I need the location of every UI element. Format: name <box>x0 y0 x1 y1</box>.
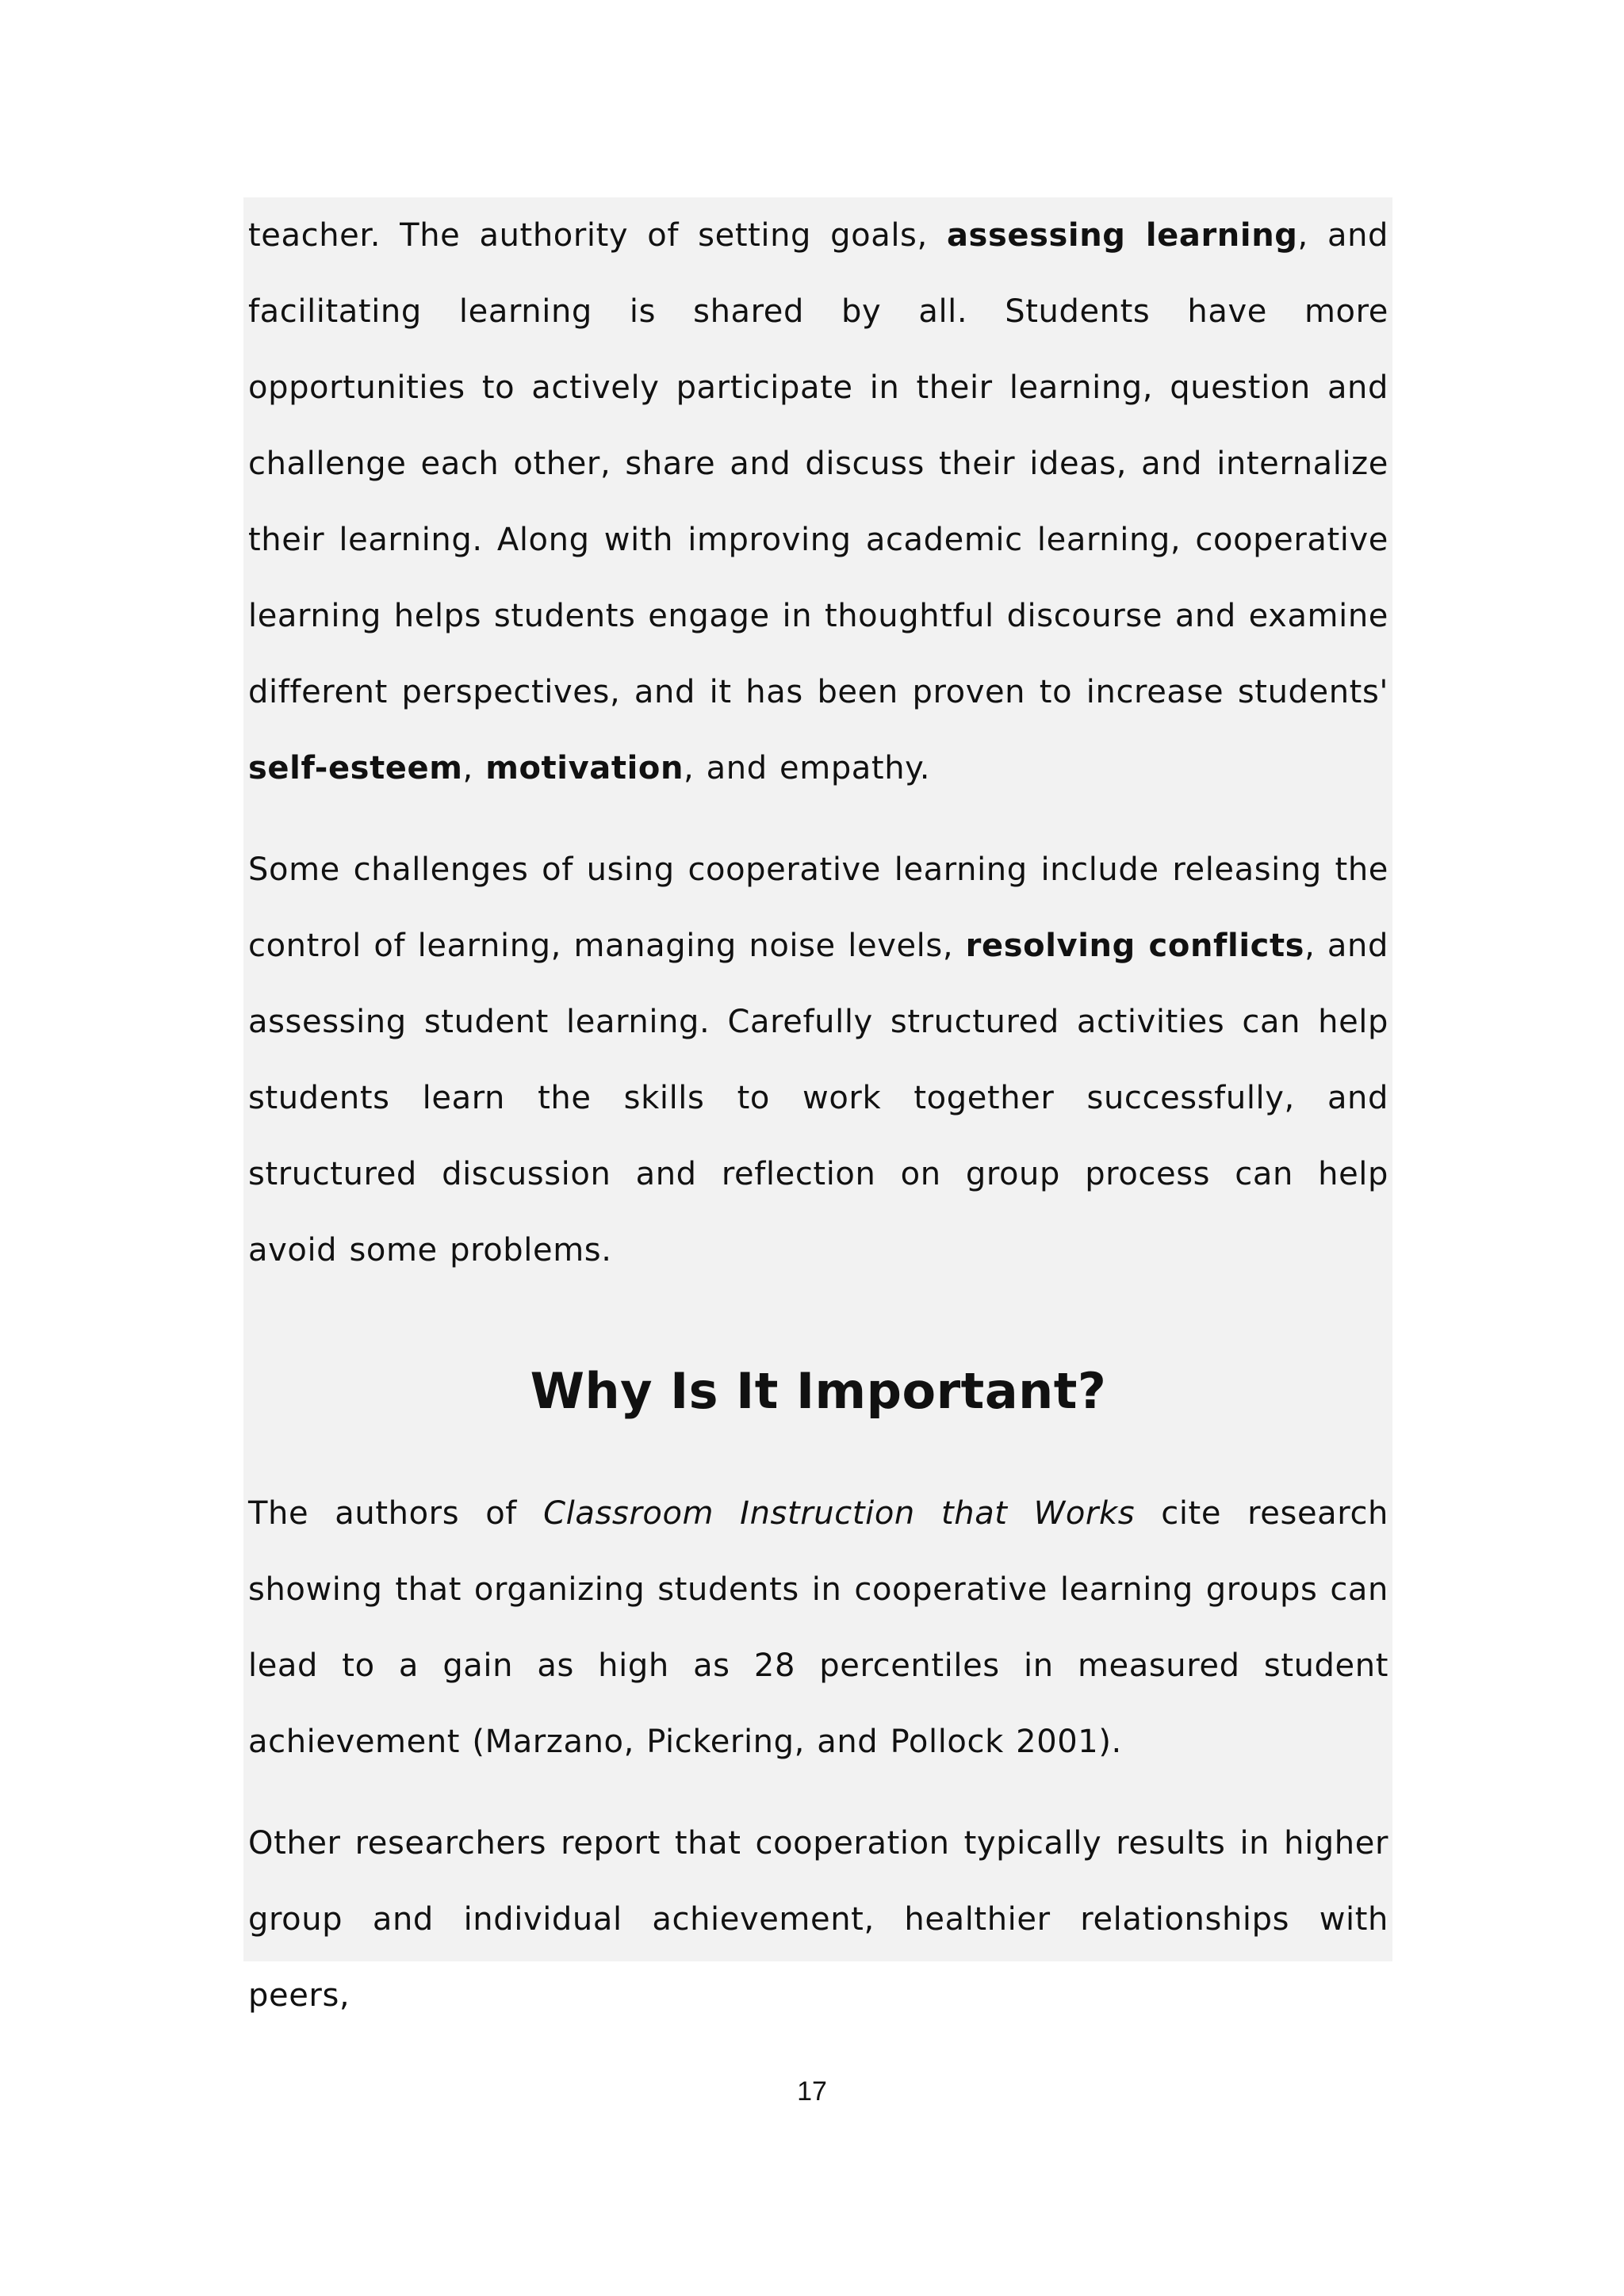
paragraph-text: teacher. The authority of setting goals, <box>248 217 947 254</box>
paragraph-challenges <box>248 832 1388 1288</box>
paragraph-text: , and facilitating learning is shared by all. Students have more opportunities to actively participate in their learning, question and challenge each other, share and discuss their ideas, and internalize their learning. Along with improving academic learning, cooperative learning helps students engage in thoughtful discourse and examine different perspectives, and it has been proven to increase students' <box>248 217 1389 710</box>
paragraph-text: , and assessing student learning. Carefully structured activities can help students learn the skills to work together successfully, and structured discussion and reflection on group process can help avoid some problems. <box>248 928 1388 1269</box>
paragraph-text: , <box>462 750 486 786</box>
paragraph-text: The authors of <box>248 1495 544 1532</box>
book-title: Classroom Instruction that Works <box>543 1495 1136 1532</box>
paragraph-collaborative-learning <box>248 197 1388 806</box>
paragraph-text: Other researchers report that cooperation typically results in higher group and individual achievement, healthier relationships with peers, <box>248 1825 1388 2014</box>
paragraph-text: cite research showing that organizing students in cooperative learning groups can lead to a gain as high as 28 percentiles in measured student achievement (Marzano, Pickering, and Pollock 2001). <box>248 1495 1388 1760</box>
page-number: 17 <box>797 2076 827 2107</box>
keyword-resolving-conflicts: resolving conflicts <box>965 928 1305 964</box>
keyword-motivation: motivation <box>485 750 684 786</box>
paragraph-text: Some challenges of using cooperative learning include releasing the control of learning, managing noise levels, <box>248 851 1388 964</box>
keyword-self-esteem: self-esteem <box>248 750 463 786</box>
paragraph-research <box>248 1475 1388 1780</box>
page-content <box>248 197 1388 2034</box>
paragraph-other-researchers <box>248 1805 1388 2034</box>
keyword-assessing-learning: assessing learning <box>946 217 1298 254</box>
section-heading: Why Is It Important? <box>530 1362 1107 1420</box>
paragraph-text: , and empathy. <box>684 750 931 786</box>
